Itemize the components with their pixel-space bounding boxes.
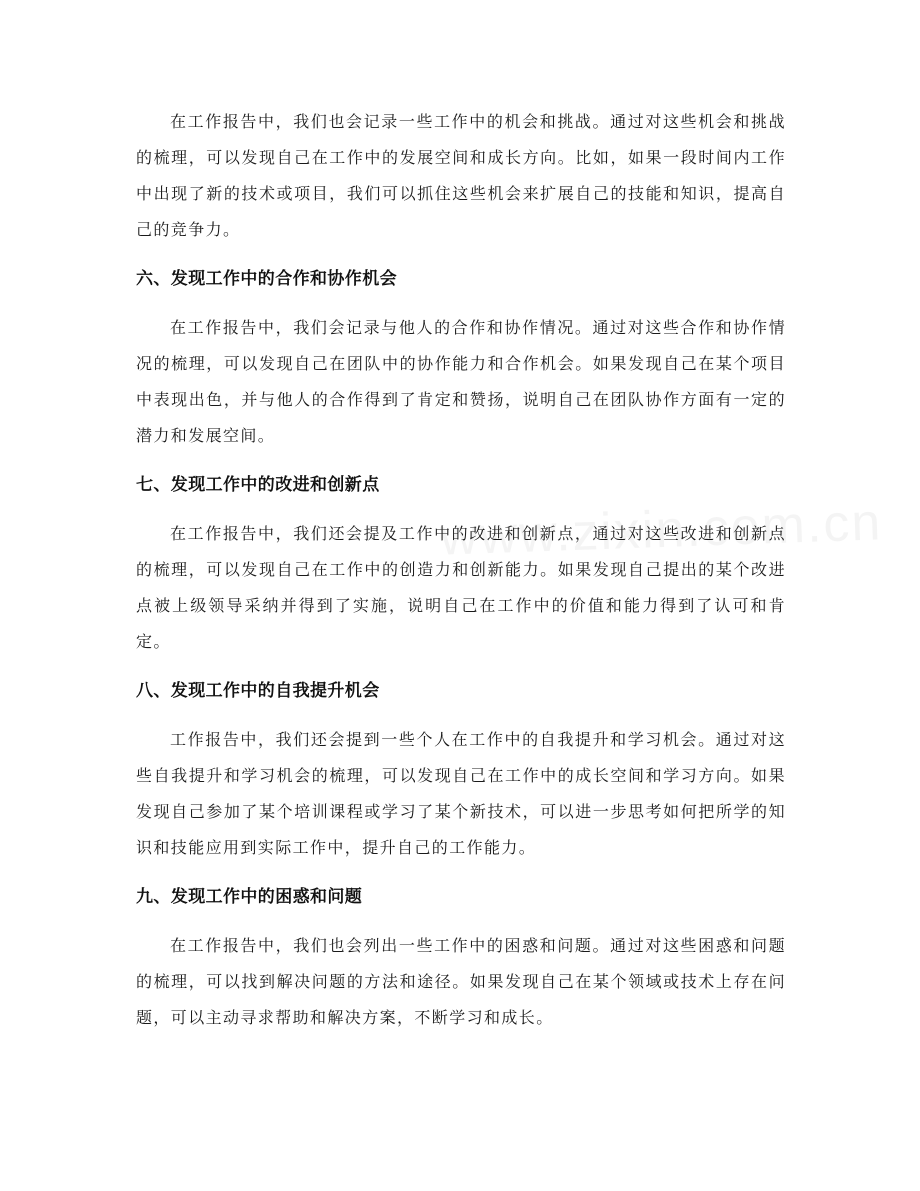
paragraph-cooperation: 在工作报告中，我们会记录与他人的合作和协作情况。通过对这些合作和协作情况的梳理，可以发现自己在团队中的协作能力和合作机会。如果发现自己在某个项目中表现出色，并与他人的合作得到了肯定和赞扬，说明自己在团队协作方面有一定的潜力和发展空间。	[136, 318, 786, 445]
heading-cooperation: 六、发现工作中的合作和协作机会	[136, 269, 397, 289]
paragraph-problems: 在工作报告中，我们也会列出一些工作中的困惑和问题。通过对这些困惑和问题的梳理，可以找到解决问题的方法和途径。如果发现自己在某个领域或技术上存在问题，可以主动寻求帮助和解决方案，不断学习和成长。	[136, 936, 786, 1027]
paragraph-self-improvement: 工作报告中，我们还会提到一些个人在工作中的自我提升和学习机会。通过对这些自我提升和学习机会的梳理，可以发现自己在工作中的成长空间和学习方向。如果发现自己参加了某个培训课程或学习了某个新技术，可以进一步思考如何把所学的知识和技能应用到实际工作中，提升自己的工作能力。	[136, 730, 786, 857]
heading-self-improvement: 八、发现工作中的自我提升机会	[136, 681, 380, 701]
document-content	[136, 104, 786, 1036]
paragraph-opportunities: 在工作报告中，我们也会记录一些工作中的机会和挑战。通过对这些机会和挑战的梳理，可以发现自己在工作中的发展空间和成长方向。比如，如果一段时间内工作中出现了新的技术或项目，我们可以抓住这些机会来扩展自己的技能和知识，提高自己的竞争力。	[136, 112, 786, 239]
heading-improvement: 七、发现工作中的改进和创新点	[136, 475, 380, 495]
paragraph-improvement: 在工作报告中，我们还会提及工作中的改进和创新点，通过对这些改进和创新点的梳理，可以发现自己在工作中的创造力和创新能力。如果发现自己提出的某个改进点被上级领导采纳并得到了实施，说明自己在工作中的价值和能力得到了认可和肯定。	[136, 524, 786, 651]
heading-problems: 九、发现工作中的困惑和问题	[136, 887, 363, 907]
